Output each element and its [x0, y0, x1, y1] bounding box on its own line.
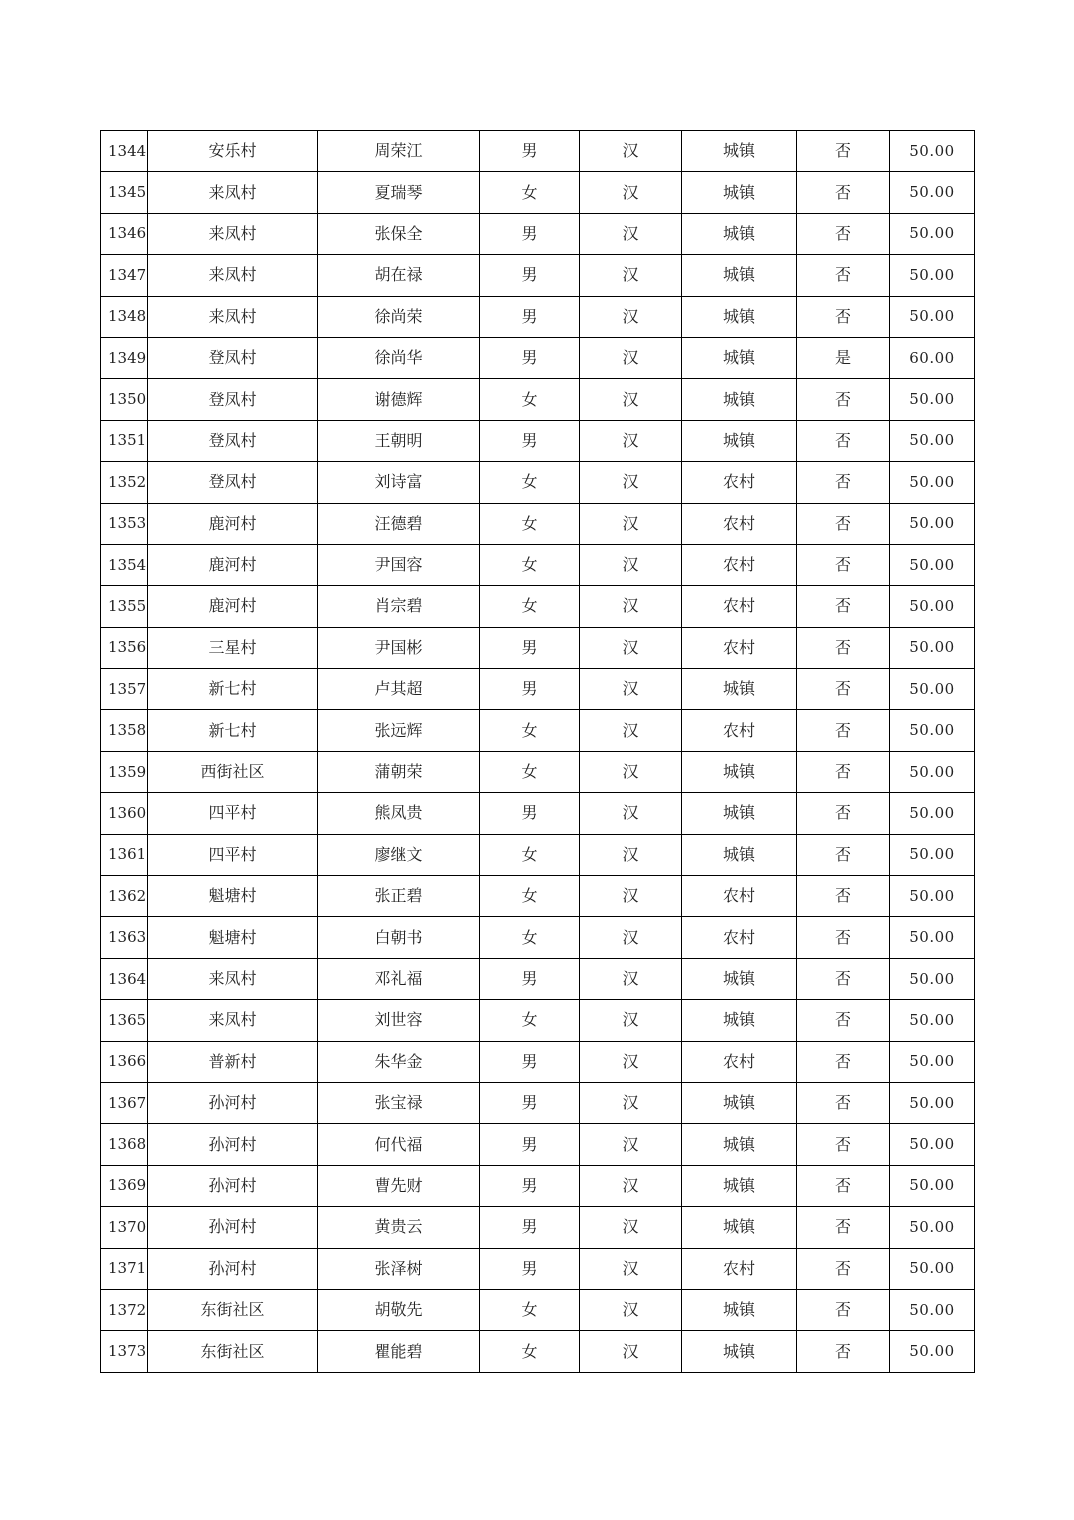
village-name-cell: 鹿河村	[148, 503, 318, 544]
table-row	[101, 296, 975, 337]
row-number-cell: 1361	[101, 834, 148, 875]
person-name-cell: 黄贵云	[318, 1207, 480, 1248]
ethnicity-cell: 汉	[580, 876, 682, 917]
village-name-cell: 来凤村	[148, 958, 318, 999]
ethnicity-cell: 汉	[580, 1248, 682, 1289]
residence-type-cell: 农村	[682, 586, 797, 627]
ethnicity-cell: 汉	[580, 1207, 682, 1248]
village-name-cell: 来凤村	[148, 213, 318, 254]
gender-cell: 女	[480, 876, 580, 917]
table-row	[101, 876, 975, 917]
gender-cell: 女	[480, 503, 580, 544]
amount-cell: 50.00	[890, 1248, 975, 1289]
ethnicity-cell: 汉	[580, 1000, 682, 1041]
table-row	[101, 1124, 975, 1165]
table-row	[101, 1289, 975, 1330]
table-row	[101, 503, 975, 544]
residence-type-cell: 农村	[682, 1248, 797, 1289]
residence-type-cell: 农村	[682, 544, 797, 585]
ethnicity-cell: 汉	[580, 420, 682, 461]
residence-type-cell: 城镇	[682, 1082, 797, 1123]
residence-type-cell: 城镇	[682, 255, 797, 296]
flag-cell: 否	[797, 503, 890, 544]
residence-type-cell: 城镇	[682, 1124, 797, 1165]
table-row	[101, 627, 975, 668]
row-number-cell: 1350	[101, 379, 148, 420]
village-name-cell: 东街社区	[148, 1289, 318, 1330]
flag-cell: 否	[797, 255, 890, 296]
ethnicity-cell: 汉	[580, 958, 682, 999]
amount-cell: 50.00	[890, 710, 975, 751]
amount-cell: 50.00	[890, 917, 975, 958]
amount-cell: 50.00	[890, 586, 975, 627]
flag-cell: 否	[797, 296, 890, 337]
person-name-cell: 曹先财	[318, 1165, 480, 1206]
gender-cell: 男	[480, 1207, 580, 1248]
table-row	[101, 751, 975, 792]
amount-cell: 50.00	[890, 669, 975, 710]
residence-type-cell: 城镇	[682, 1289, 797, 1330]
row-number-cell: 1363	[101, 917, 148, 958]
ethnicity-cell: 汉	[580, 1082, 682, 1123]
row-number-cell: 1371	[101, 1248, 148, 1289]
gender-cell: 女	[480, 1289, 580, 1330]
amount-cell: 50.00	[890, 958, 975, 999]
row-number-cell: 1368	[101, 1124, 148, 1165]
gender-cell: 女	[480, 1000, 580, 1041]
ethnicity-cell: 汉	[580, 255, 682, 296]
row-number-cell: 1365	[101, 1000, 148, 1041]
gender-cell: 男	[480, 420, 580, 461]
row-number-cell: 1348	[101, 296, 148, 337]
table-row	[101, 131, 975, 172]
village-name-cell: 四平村	[148, 834, 318, 875]
village-name-cell: 魁塘村	[148, 876, 318, 917]
table-row	[101, 917, 975, 958]
residence-type-cell: 农村	[682, 710, 797, 751]
row-number-cell: 1346	[101, 213, 148, 254]
amount-cell: 50.00	[890, 1000, 975, 1041]
flag-cell: 否	[797, 1207, 890, 1248]
gender-cell: 女	[480, 379, 580, 420]
amount-cell: 50.00	[890, 544, 975, 585]
village-name-cell: 三星村	[148, 627, 318, 668]
amount-cell: 60.00	[890, 337, 975, 378]
village-name-cell: 魁塘村	[148, 917, 318, 958]
row-number-cell: 1366	[101, 1041, 148, 1082]
person-name-cell: 张保全	[318, 213, 480, 254]
ethnicity-cell: 汉	[580, 1289, 682, 1330]
row-number-cell: 1345	[101, 172, 148, 213]
ethnicity-cell: 汉	[580, 1331, 682, 1372]
village-name-cell: 四平村	[148, 793, 318, 834]
row-number-cell: 1351	[101, 420, 148, 461]
person-name-cell: 胡在禄	[318, 255, 480, 296]
row-number-cell: 1364	[101, 958, 148, 999]
flag-cell: 否	[797, 586, 890, 627]
flag-cell: 否	[797, 544, 890, 585]
ethnicity-cell: 汉	[580, 751, 682, 792]
residence-type-cell: 城镇	[682, 958, 797, 999]
village-name-cell: 孙河村	[148, 1207, 318, 1248]
row-number-cell: 1354	[101, 544, 148, 585]
village-name-cell: 安乐村	[148, 131, 318, 172]
flag-cell: 否	[797, 627, 890, 668]
flag-cell: 否	[797, 131, 890, 172]
person-name-cell: 邓礼福	[318, 958, 480, 999]
flag-cell: 否	[797, 710, 890, 751]
gender-cell: 男	[480, 255, 580, 296]
table-row	[101, 958, 975, 999]
village-name-cell: 鹿河村	[148, 586, 318, 627]
amount-cell: 50.00	[890, 213, 975, 254]
amount-cell: 50.00	[890, 793, 975, 834]
amount-cell: 50.00	[890, 876, 975, 917]
gender-cell: 男	[480, 627, 580, 668]
gender-cell: 男	[480, 793, 580, 834]
person-name-cell: 张正碧	[318, 876, 480, 917]
ethnicity-cell: 汉	[580, 834, 682, 875]
person-name-cell: 肖宗碧	[318, 586, 480, 627]
gender-cell: 女	[480, 586, 580, 627]
gender-cell: 男	[480, 213, 580, 254]
person-name-cell: 熊凤贵	[318, 793, 480, 834]
table-row	[101, 1331, 975, 1372]
amount-cell: 50.00	[890, 1082, 975, 1123]
person-name-cell: 张泽树	[318, 1248, 480, 1289]
row-number-cell: 1349	[101, 337, 148, 378]
residence-type-cell: 农村	[682, 462, 797, 503]
ethnicity-cell: 汉	[580, 586, 682, 627]
gender-cell: 女	[480, 834, 580, 875]
person-name-cell: 蒲朝荣	[318, 751, 480, 792]
row-number-cell: 1360	[101, 793, 148, 834]
amount-cell: 50.00	[890, 503, 975, 544]
person-name-cell: 周荣江	[318, 131, 480, 172]
gender-cell: 男	[480, 1124, 580, 1165]
amount-cell: 50.00	[890, 420, 975, 461]
residence-type-cell: 城镇	[682, 337, 797, 378]
table-row	[101, 255, 975, 296]
flag-cell: 否	[797, 751, 890, 792]
flag-cell: 否	[797, 379, 890, 420]
ethnicity-cell: 汉	[580, 1124, 682, 1165]
person-name-cell: 胡敬先	[318, 1289, 480, 1330]
row-number-cell: 1359	[101, 751, 148, 792]
gender-cell: 男	[480, 1165, 580, 1206]
flag-cell: 否	[797, 1000, 890, 1041]
table-row	[101, 1082, 975, 1123]
amount-cell: 50.00	[890, 1207, 975, 1248]
ethnicity-cell: 汉	[580, 213, 682, 254]
village-name-cell: 登凤村	[148, 379, 318, 420]
person-name-cell: 尹国彬	[318, 627, 480, 668]
table-row	[101, 213, 975, 254]
village-name-cell: 来凤村	[148, 255, 318, 296]
flag-cell: 否	[797, 213, 890, 254]
gender-cell: 男	[480, 131, 580, 172]
table-row	[101, 710, 975, 751]
flag-cell: 否	[797, 1041, 890, 1082]
gender-cell: 男	[480, 296, 580, 337]
gender-cell: 男	[480, 958, 580, 999]
amount-cell: 50.00	[890, 1165, 975, 1206]
flag-cell: 否	[797, 172, 890, 213]
row-number-cell: 1367	[101, 1082, 148, 1123]
person-name-cell: 尹国容	[318, 544, 480, 585]
amount-cell: 50.00	[890, 1289, 975, 1330]
flag-cell: 否	[797, 958, 890, 999]
flag-cell: 否	[797, 1331, 890, 1372]
flag-cell: 否	[797, 669, 890, 710]
gender-cell: 女	[480, 751, 580, 792]
table-row	[101, 793, 975, 834]
table-row	[101, 1248, 975, 1289]
flag-cell: 否	[797, 1124, 890, 1165]
flag-cell: 否	[797, 1082, 890, 1123]
ethnicity-cell: 汉	[580, 1041, 682, 1082]
gender-cell: 男	[480, 1082, 580, 1123]
flag-cell: 否	[797, 917, 890, 958]
ethnicity-cell: 汉	[580, 462, 682, 503]
village-name-cell: 普新村	[148, 1041, 318, 1082]
table-row	[101, 1041, 975, 1082]
ethnicity-cell: 汉	[580, 793, 682, 834]
gender-cell: 男	[480, 1041, 580, 1082]
residence-type-cell: 城镇	[682, 751, 797, 792]
residence-type-cell: 农村	[682, 876, 797, 917]
residence-type-cell: 城镇	[682, 1165, 797, 1206]
ethnicity-cell: 汉	[580, 710, 682, 751]
person-name-cell: 何代福	[318, 1124, 480, 1165]
person-name-cell: 徐尚华	[318, 337, 480, 378]
row-number-cell: 1372	[101, 1289, 148, 1330]
village-name-cell: 西街社区	[148, 751, 318, 792]
row-number-cell: 1352	[101, 462, 148, 503]
amount-cell: 50.00	[890, 131, 975, 172]
table-row	[101, 544, 975, 585]
village-name-cell: 新七村	[148, 710, 318, 751]
table-row	[101, 586, 975, 627]
amount-cell: 50.00	[890, 834, 975, 875]
gender-cell: 男	[480, 1248, 580, 1289]
person-name-cell: 汪德碧	[318, 503, 480, 544]
village-name-cell: 登凤村	[148, 420, 318, 461]
residence-type-cell: 城镇	[682, 296, 797, 337]
residence-type-cell: 农村	[682, 1041, 797, 1082]
residence-type-cell: 城镇	[682, 669, 797, 710]
flag-cell: 否	[797, 462, 890, 503]
table-row	[101, 669, 975, 710]
ethnicity-cell: 汉	[580, 379, 682, 420]
amount-cell: 50.00	[890, 172, 975, 213]
table-row	[101, 834, 975, 875]
gender-cell: 男	[480, 669, 580, 710]
amount-cell: 50.00	[890, 379, 975, 420]
amount-cell: 50.00	[890, 627, 975, 668]
row-number-cell: 1358	[101, 710, 148, 751]
person-name-cell: 王朝明	[318, 420, 480, 461]
amount-cell: 50.00	[890, 1041, 975, 1082]
village-name-cell: 孙河村	[148, 1165, 318, 1206]
flag-cell: 否	[797, 876, 890, 917]
table-row	[101, 337, 975, 378]
row-number-cell: 1347	[101, 255, 148, 296]
table-row	[101, 1207, 975, 1248]
row-number-cell: 1362	[101, 876, 148, 917]
village-name-cell: 来凤村	[148, 296, 318, 337]
person-name-cell: 夏瑞琴	[318, 172, 480, 213]
person-name-cell: 廖继文	[318, 834, 480, 875]
amount-cell: 50.00	[890, 255, 975, 296]
flag-cell: 是	[797, 337, 890, 378]
ethnicity-cell: 汉	[580, 917, 682, 958]
ethnicity-cell: 汉	[580, 296, 682, 337]
gender-cell: 女	[480, 172, 580, 213]
village-name-cell: 新七村	[148, 669, 318, 710]
residence-type-cell: 城镇	[682, 793, 797, 834]
residence-type-cell: 城镇	[682, 379, 797, 420]
ethnicity-cell: 汉	[580, 131, 682, 172]
village-name-cell: 孙河村	[148, 1082, 318, 1123]
person-name-cell: 白朝书	[318, 917, 480, 958]
residence-type-cell: 城镇	[682, 1331, 797, 1372]
residence-type-cell: 农村	[682, 917, 797, 958]
flag-cell: 否	[797, 420, 890, 461]
gender-cell: 女	[480, 710, 580, 751]
row-number-cell: 1369	[101, 1165, 148, 1206]
residence-type-cell: 城镇	[682, 834, 797, 875]
village-name-cell: 来凤村	[148, 172, 318, 213]
gender-cell: 女	[480, 917, 580, 958]
table-body	[101, 131, 975, 1373]
ethnicity-cell: 汉	[580, 337, 682, 378]
ethnicity-cell: 汉	[580, 627, 682, 668]
village-name-cell: 鹿河村	[148, 544, 318, 585]
residence-type-cell: 农村	[682, 503, 797, 544]
table-row	[101, 1000, 975, 1041]
amount-cell: 50.00	[890, 296, 975, 337]
flag-cell: 否	[797, 1289, 890, 1330]
table-row	[101, 172, 975, 213]
ethnicity-cell: 汉	[580, 503, 682, 544]
amount-cell: 50.00	[890, 1331, 975, 1372]
row-number-cell: 1353	[101, 503, 148, 544]
amount-cell: 50.00	[890, 751, 975, 792]
amount-cell: 50.00	[890, 1124, 975, 1165]
row-number-cell: 1356	[101, 627, 148, 668]
ethnicity-cell: 汉	[580, 1165, 682, 1206]
residence-type-cell: 城镇	[682, 1207, 797, 1248]
residence-type-cell: 城镇	[682, 213, 797, 254]
gender-cell: 女	[480, 1331, 580, 1372]
table-row	[101, 462, 975, 503]
row-number-cell: 1355	[101, 586, 148, 627]
flag-cell: 否	[797, 834, 890, 875]
table-row	[101, 420, 975, 461]
person-name-cell: 刘世容	[318, 1000, 480, 1041]
person-name-cell: 瞿能碧	[318, 1331, 480, 1372]
ethnicity-cell: 汉	[580, 669, 682, 710]
row-number-cell: 1357	[101, 669, 148, 710]
village-name-cell: 来凤村	[148, 1000, 318, 1041]
person-name-cell: 谢德辉	[318, 379, 480, 420]
person-name-cell: 卢其超	[318, 669, 480, 710]
table-row	[101, 1165, 975, 1206]
village-name-cell: 孙河村	[148, 1124, 318, 1165]
person-name-cell: 刘诗富	[318, 462, 480, 503]
amount-cell: 50.00	[890, 462, 975, 503]
person-name-cell: 朱华金	[318, 1041, 480, 1082]
village-name-cell: 登凤村	[148, 462, 318, 503]
residence-type-cell: 城镇	[682, 420, 797, 461]
residence-type-cell: 城镇	[682, 131, 797, 172]
village-name-cell: 孙河村	[148, 1248, 318, 1289]
ethnicity-cell: 汉	[580, 172, 682, 213]
row-number-cell: 1370	[101, 1207, 148, 1248]
gender-cell: 女	[480, 544, 580, 585]
gender-cell: 男	[480, 337, 580, 378]
flag-cell: 否	[797, 793, 890, 834]
ethnicity-cell: 汉	[580, 544, 682, 585]
record-table	[100, 130, 975, 1373]
village-name-cell: 东街社区	[148, 1331, 318, 1372]
row-number-cell: 1344	[101, 131, 148, 172]
flag-cell: 否	[797, 1165, 890, 1206]
residence-type-cell: 城镇	[682, 172, 797, 213]
person-name-cell: 张远辉	[318, 710, 480, 751]
flag-cell: 否	[797, 1248, 890, 1289]
person-name-cell: 张宝禄	[318, 1082, 480, 1123]
residence-type-cell: 城镇	[682, 1000, 797, 1041]
person-name-cell: 徐尚荣	[318, 296, 480, 337]
table-row	[101, 379, 975, 420]
gender-cell: 女	[480, 462, 580, 503]
residence-type-cell: 农村	[682, 627, 797, 668]
village-name-cell: 登凤村	[148, 337, 318, 378]
row-number-cell: 1373	[101, 1331, 148, 1372]
